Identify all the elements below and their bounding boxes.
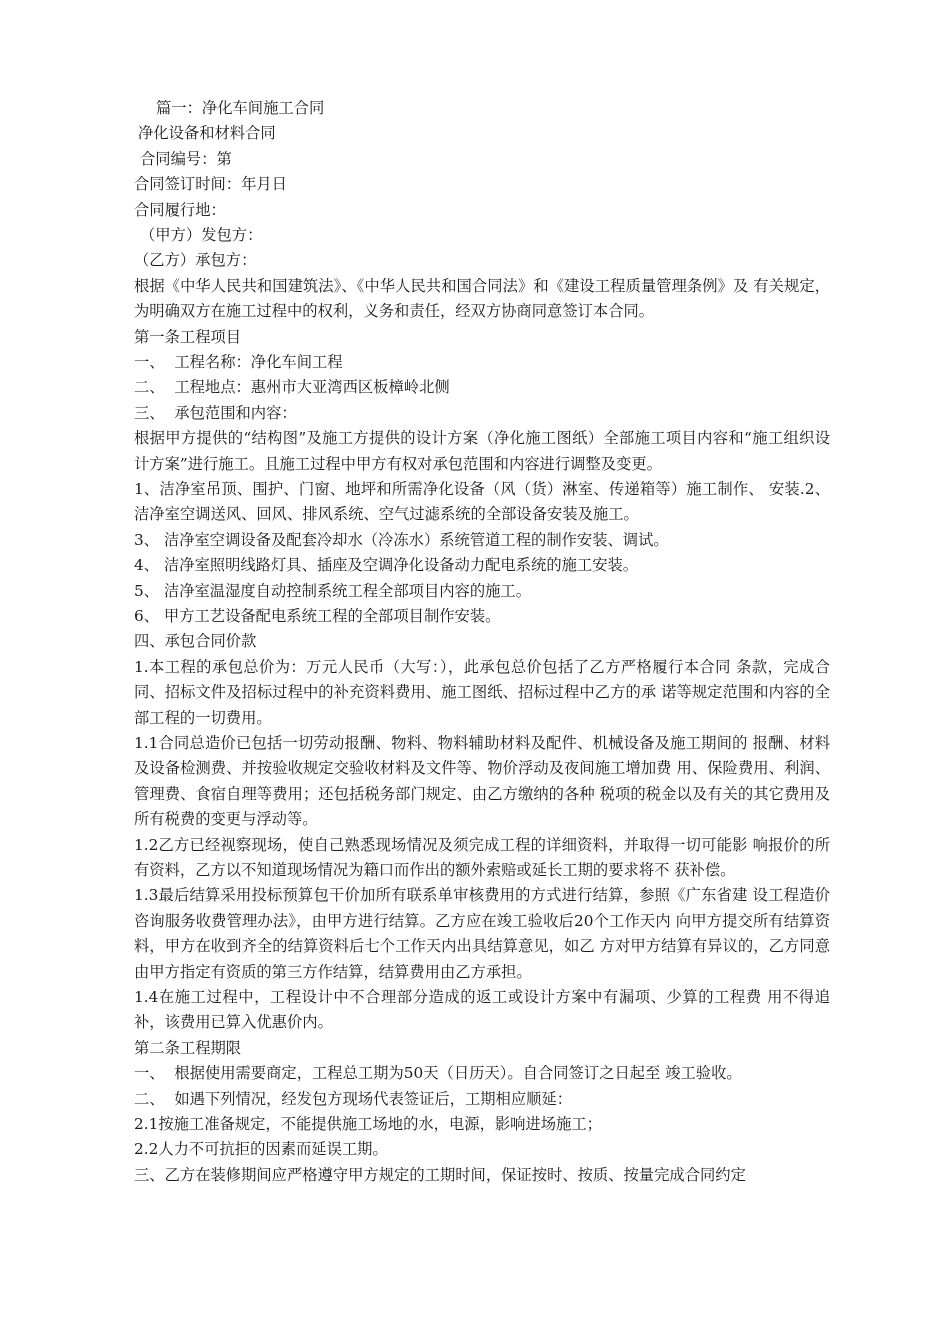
scope-item-1-2: 1、洁净室吊顶、围护、门窗、地坪和所需净化设备（风（货）淋室、传递箱等）施工制作、 安装.2、洁净室空调送风、回风、排风系统、空气过滤系统的全部设备安装及施工。	[134, 479, 830, 524]
intro-paragraph: 根据《中华人民共和国建筑法》、《中华人民共和国合同法》和《建设工程质量管理条例》及 有关规定，为明确双方在施工过程中的权利，义务和责任，经双方协商同意签订本合同。	[134, 276, 830, 321]
project-location: 二、 工程地点：惠州市大亚湾西区板樟岭北侧	[134, 378, 450, 397]
contract-price-heading: 四、承包合同价款	[134, 632, 257, 651]
duration-clause-2-2: 2.2人力不可抗拒的因素而延误工期。	[134, 1140, 388, 1159]
duration-clause-1: 一、 根据使用需要商定，工程总工期为50天（日历天）。自合同签订之日起至 竣工验收。	[134, 1064, 742, 1083]
price-clause-1-1: 1.1合同总造价已包括一切劳动报酬、物料、物料辅助材料及配件、机械设备及施工期间的 报酬、材料及设备检测费、并按验收规定交验收材料及文件等、物价浮动及夜间施工增加费 用、保险费用、利润、管理费、食宿自理等费用；还包括税务部门规定、由乙方缴纳的各种 税项的税金以及有关的其它费用及所有税费的变更与浮动等。	[134, 733, 830, 829]
scope-item-4: 4、 洁净室照明线路灯具、插座及空调净化设备动力配电系统的施工安装。	[134, 556, 639, 575]
document-subtitle: 净化设备和材料合同	[138, 124, 276, 143]
document-title: 篇一：净化车间施工合同	[156, 99, 325, 117]
price-clause-1-3: 1.3最后结算采用投标预算包干价加所有联系单审核费用的方式进行结算，参照《广东省建 设工程造价咨询服务收费管理办法》，由甲方进行结算。乙方应在竣工验收后20个工作天内 向甲方提交所有结算资料，甲方在收到齐全的结算资料后七个工作天内出具结算意见，如乙 方对甲方结算有异议的，乙方同意由甲方指定有资质的第三方作结算，结算费用由乙方承担。	[134, 886, 830, 981]
scope-item-6: 6、 甲方工艺设备配电系统工程的全部项目制作安装。	[134, 606, 501, 625]
scope-heading: 三、 承包范围和内容：	[134, 403, 297, 422]
scope-description: 根据甲方提供的“结构图”及施工方提供的设计方案（净化施工图纸）全部施工项目内容和“施工组织设计方案”进行施工。且施工过程中甲方有权对承包范围和内容进行调整及变更。	[134, 429, 830, 473]
performance-place: 合同履行地：	[134, 200, 226, 219]
duration-clause-2: 二、 如遇下列情况，经发包方现场代表签证后，工期相应顺延：	[134, 1089, 573, 1108]
article-2-heading: 第二条工程期限	[134, 1038, 242, 1057]
scope-item-3: 3、 洁净室空调设备及配套冷却水（冷冻水）系统管道工程的制作安装、调试。	[134, 530, 669, 549]
sign-time: 合同签订时间：年月日	[134, 175, 287, 194]
party-a: （甲方）发包方：	[140, 225, 263, 244]
project-name: 一、 工程名称：净化车间工程	[134, 352, 343, 371]
price-clause-1-4: 1.4在施工过程中，工程设计中不合理部分造成的返工或设计方案中有漏项、少算的工程费 用不得追补，该费用已算入优惠价内。	[134, 987, 830, 1032]
price-clause-1-2: 1.2乙方已经视察现场，使自己熟悉现场情况及须完成工程的详细资料，并取得一切可能影 响报价的所有资料，乙方以不知道现场情况为籍口而作出的额外索赔或延长工期的要求将不 获补偿。	[134, 835, 830, 879]
contract-document	[134, 96, 830, 1188]
contract-number: 合同编号：第	[140, 149, 232, 168]
price-clause-1: 1.本工程的承包总价为：万元人民币（大写：），此承包总价包括了乙方严格履行本合同 条款，完成合同、招标文件及招标过程中的补充资料费用、施工图纸、招标过程中乙方的承 诺等规定范围和内容的全部工程的一切费用。	[134, 657, 830, 727]
scope-item-5: 5、 洁净室温湿度自动控制系统工程全部项目内容的施工。	[134, 581, 532, 600]
duration-clause-2-1: 2.1按施工准备规定，不能提供施工场地的水，电源，影响进场施工；	[134, 1114, 602, 1133]
article-1-heading: 第一条工程项目	[134, 327, 242, 346]
duration-clause-3: 三、乙方在装修期间应严格遵守甲方规定的工期时间，保证按时、按质、按量完成合同约定	[134, 1165, 746, 1184]
party-b: （乙方）承包方：	[134, 251, 257, 270]
